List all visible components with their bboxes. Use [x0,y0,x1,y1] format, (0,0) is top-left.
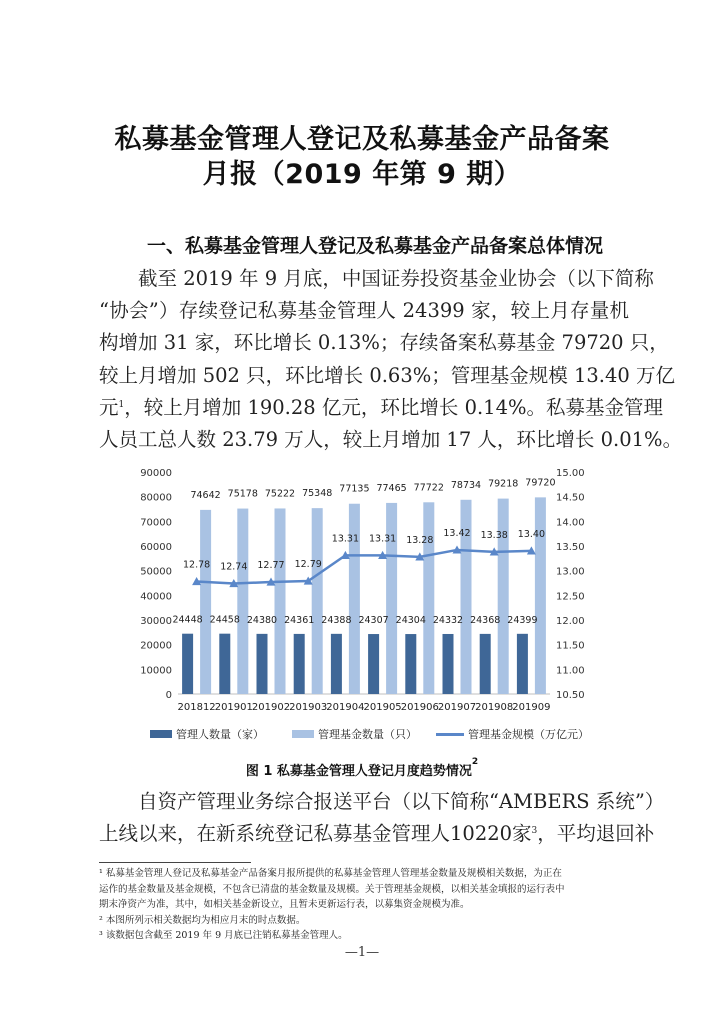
y-right-tick-label: 13.50 [556,542,585,553]
footnote-ref[interactable]: 1 [118,399,125,410]
line-scale-label: 13.42 [443,527,471,539]
y-left-tick-label: 50000 [140,566,172,578]
footnote-1-cont: 期末净资产为准，其中，如相关基金新设立，且暂未更新运行表，以募集资金规模为准。 [99,899,470,910]
bar-funds-label: 77722 [413,482,444,494]
x-tick-label: 201909 [512,702,551,713]
paragraph-line: “协会”）存续登记私募基金管理人 24399 家，较上月存量机 [99,299,629,323]
bar-funds [349,504,360,694]
paragraph-summary [99,263,683,456]
footnote-ref[interactable]: 2 [471,757,479,767]
y-left-tick-label: 70000 [140,517,172,529]
x-tick-label: 201903 [289,702,328,713]
x-tick-label: 201908 [475,702,514,713]
paragraph-text: 上线以来，在新系统登记私募基金管理人10220家 [99,822,532,846]
legend-label: 管理人数量（家） [176,728,264,741]
bar-managers [405,634,416,694]
paragraph-text: ，较上月增加 190.28 亿元，环比增长 0.14%。私募基金管理 [124,395,664,419]
y-left-tick-label: 80000 [140,492,172,504]
line-scale-label: 13.40 [517,528,546,540]
page-number: —1— [344,945,380,960]
line-scale-label: 12.74 [220,561,248,573]
footnote-3: ³ 该数据包含截至 2019 年 9 月底已注销私募基金管理人。 [99,930,348,941]
y-right-tick-label: 12.00 [556,616,585,627]
bar-funds-label: 77465 [376,482,407,494]
legend-line-swatch [436,733,464,736]
bar-managers-label: 24332 [432,614,464,626]
bar-funds [237,509,248,694]
legend-item [150,726,264,742]
y-right-tick-label: 10.50 [556,690,585,701]
line-scale-label: 12.77 [257,560,285,572]
trend-chart [130,460,600,722]
x-tick-label: 201812 [177,702,216,713]
paragraph-line: 构增加 31 家，环比增长 0.13%；存续备案私募基金 79720 只， [99,331,669,355]
bar-managers-label: 24388 [321,614,352,626]
legend-item [292,726,417,742]
bar-managers [182,634,193,694]
bar-managers-label: 24448 [172,614,203,626]
bar-managers-label: 24368 [470,614,501,626]
bar-funds-label: 75222 [264,488,296,500]
bar-funds [535,497,546,694]
x-tick-label: 201907 [437,702,477,713]
y-left-tick-label: 90000 [140,468,172,479]
bar-managers [331,634,342,694]
x-tick-label: 201904 [326,702,365,713]
bar-managers [294,634,305,694]
bar-managers-label: 24380 [246,614,278,626]
bar-managers [219,634,230,694]
caption-text: 图 1 私募基金管理人登记月度趋势情况 [245,764,472,779]
x-tick-label: 201901 [214,702,253,713]
bar-funds-label: 79218 [488,478,519,490]
bar-funds-label: 77135 [339,483,370,495]
x-tick-label: 201906 [400,702,439,713]
paragraph-ambers [99,786,665,850]
line-scale-label: 13.28 [406,534,434,546]
bar-funds [200,510,211,694]
y-left-tick-label: 20000 [140,640,172,652]
report-title-line2: 月报（2019 年第 9 期） [202,159,522,190]
paragraph-line [99,392,664,424]
paragraph-line: 截至 2019 年 9 月底，中国证券投资基金业协会（以下简称 [138,267,654,290]
report-title-line1: 私募基金管理人登记及私募基金产品备案 [114,124,610,155]
bar-managers-label: 24307 [358,615,389,627]
paragraph-line: 自资产管理业务综合报送平台（以下简称“AMBERS 系统”） [138,790,665,813]
paragraph-line: 较上月增加 502 只，环比增长 0.63%；管理基金规模 13.40 万亿 [99,363,675,387]
chart-legend [150,726,590,742]
line-scale-label: 13.38 [480,529,508,541]
bar-managers [480,634,491,694]
bar-funds [498,499,509,694]
bar-funds [312,508,323,694]
footnote-2: ² 本图所列示相关数据均为相应月末的时点数据。 [99,914,306,926]
bar-managers [443,634,454,694]
legend-item [436,726,589,742]
bar-managers-label: 24361 [284,614,315,626]
legend-bar-swatch [292,730,314,738]
line-scale-label: 12.78 [182,559,211,571]
bar-funds-label: 75348 [302,488,333,500]
bar-managers [257,634,268,694]
footnotes [99,866,634,944]
paragraph-text: ，平均退回补 [537,822,655,846]
footnote-1-cont: 运作的基金数量及基金规模，不包含已清盘的基金数量及规模。关于管理基金规模，以相关基金填报的运行表中 [99,883,565,895]
section-heading: 一、私募基金管理人登记及私募基金产品备案总体情况 [147,235,604,257]
bar-funds [386,503,397,694]
paragraph-line [99,818,655,850]
bar-funds-label: 78734 [450,479,482,491]
footnote-divider [99,862,251,863]
bar-funds-label: 79720 [525,477,556,489]
y-right-tick-label: 12.50 [556,591,585,603]
line-scale-label: 13.31 [331,533,360,545]
bar-managers-label: 24304 [395,615,426,627]
y-left-tick-label: 0 [165,690,172,701]
figure-caption [0,757,724,779]
y-right-tick-label: 13.00 [556,566,585,578]
bar-managers [517,634,528,694]
y-left-tick-label: 40000 [140,591,172,603]
y-right-tick-label: 14.50 [556,492,585,504]
legend-label: 管理基金数量（只） [318,728,417,741]
y-right-tick-label: 15.00 [556,468,585,479]
bar-funds-label: 75178 [227,488,258,500]
legend-label: 管理基金规模（万亿元） [468,728,589,741]
y-left-tick-label: 30000 [140,616,172,627]
bar-managers-label: 24458 [209,614,240,626]
x-tick-label: 201902 [251,702,291,713]
paragraph-line: 人员工总人数 23.79 万人，较上月增加 17 人，环比增长 0.01%。 [99,428,683,452]
y-left-tick-label: 60000 [140,542,172,553]
y-left-tick-label: 10000 [140,665,172,677]
bar-funds-label: 74642 [190,489,221,501]
bar-managers [368,634,379,694]
bar-funds [275,508,286,694]
legend-bar-swatch [150,730,172,738]
footnote-1: ¹ 私募基金管理人登记及私募基金产品备案月报所提供的私募基金管理人管理基金数量及规模相关数据，为正在 [99,868,562,879]
x-tick-label: 201905 [363,702,402,713]
y-right-tick-label: 14.00 [556,517,585,529]
bar-funds [423,502,434,694]
footnote-ref[interactable]: 3 [531,826,538,837]
line-scale-label: 12.79 [294,559,322,571]
y-right-tick-label: 11.00 [556,665,585,677]
line-scale-label: 13.31 [368,533,397,545]
paragraph-text: 元 [99,395,119,419]
y-right-tick-label: 11.50 [556,640,585,652]
bar-managers-label: 24399 [507,614,538,626]
